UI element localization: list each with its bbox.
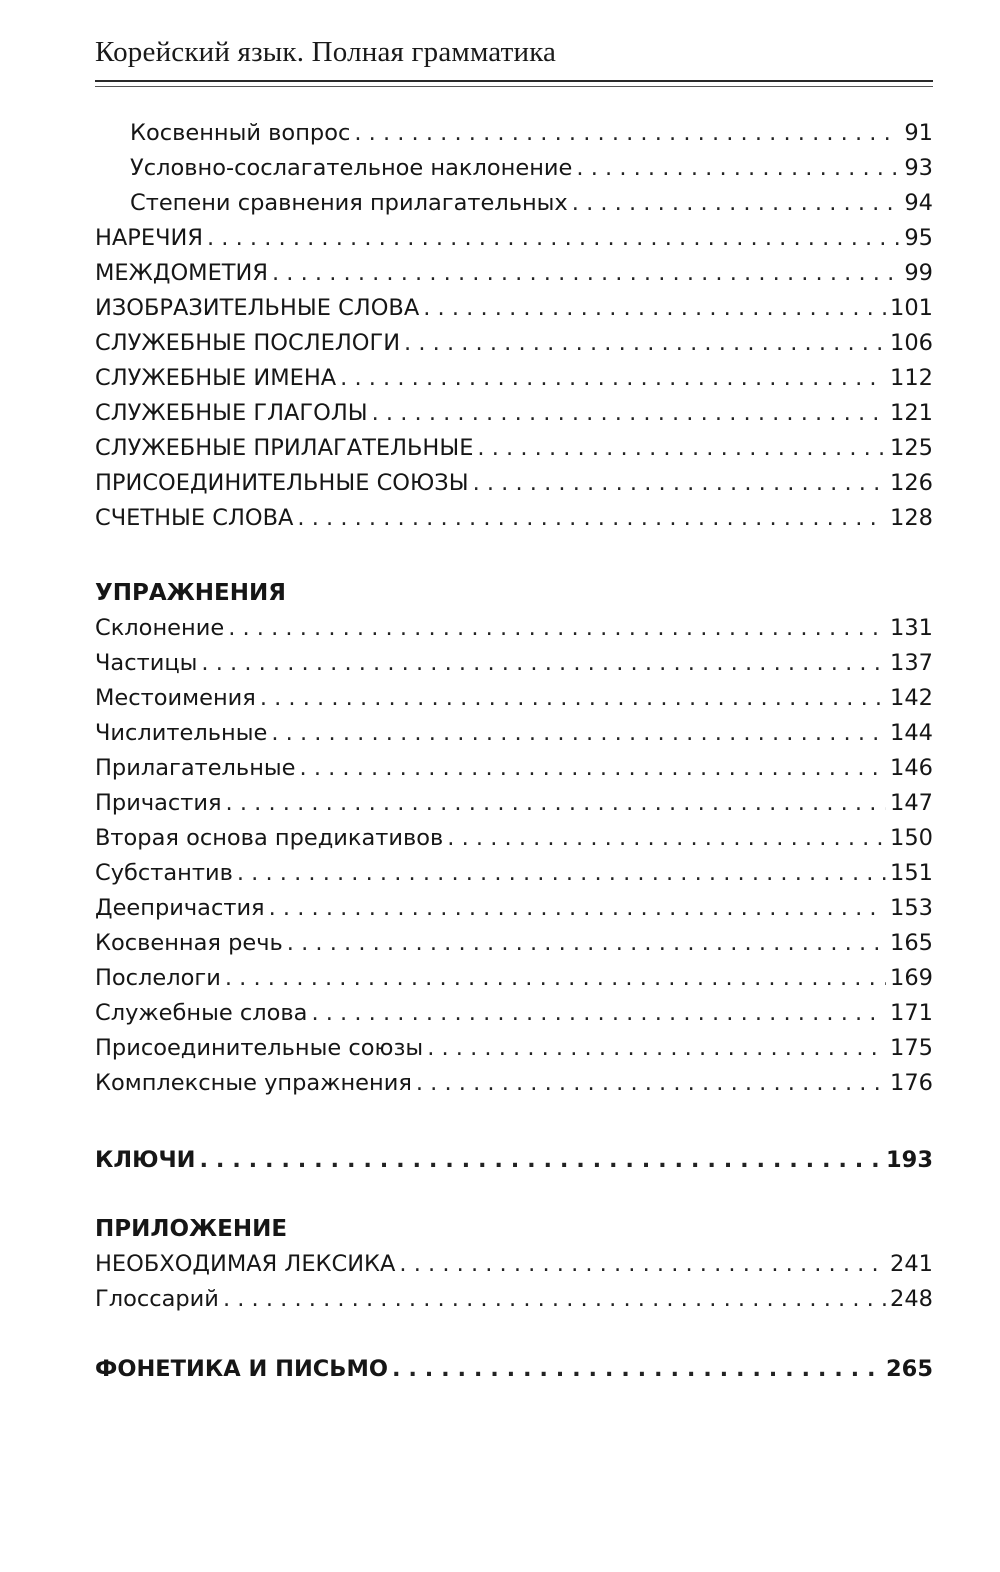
toc-entry-title: Косвенный вопрос	[130, 120, 351, 146]
toc-entry-page: 144	[890, 720, 933, 746]
toc-entry[interactable]	[95, 683, 933, 713]
toc-entry-title: ФОНЕТИКА И ПИСЬМО	[95, 1356, 388, 1382]
toc-leader-dots	[423, 293, 886, 323]
toc-leader-dots	[399, 1249, 886, 1279]
toc-leader-dots	[372, 398, 886, 428]
toc-entry-title: СЛУЖЕБНЫЕ ПРИЛАГАТЕЛЬНЫЕ	[95, 435, 474, 461]
toc-entry-phonetics[interactable]	[95, 1354, 933, 1384]
toc-leader-dots	[340, 363, 886, 393]
toc-entry[interactable]	[95, 858, 933, 888]
running-header: Корейский язык. Полная грамматика	[95, 36, 557, 68]
toc-entry[interactable]	[95, 328, 933, 358]
toc-entry-page: 106	[890, 330, 933, 356]
toc-entry-title: Условно-сослагательное наклонение	[130, 155, 573, 181]
toc-entry-title: НЕОБХОДИМАЯ ЛЕКСИКА	[95, 1251, 396, 1277]
toc-entry-title: Причастия	[95, 790, 222, 816]
toc-entry[interactable]	[95, 1033, 933, 1063]
toc-leader-dots	[271, 718, 886, 748]
toc-entry-page: 128	[890, 505, 933, 531]
toc-leader-dots	[572, 188, 901, 218]
toc-entry[interactable]	[95, 788, 933, 818]
toc-entry[interactable]	[95, 258, 933, 288]
section-heading-exercises: УПРАЖНЕНИЯ	[95, 580, 286, 606]
toc-entry[interactable]	[95, 503, 933, 533]
toc-leader-dots	[287, 928, 886, 958]
toc-entry-page: 99	[904, 260, 933, 286]
toc-entry[interactable]	[95, 718, 933, 748]
toc-entry-title: СЛУЖЕБНЫЕ ИМЕНА	[95, 365, 337, 391]
toc-entry-title: СЛУЖЕБНЫЕ ГЛАГОЛЫ	[95, 400, 368, 426]
toc-leader-dots	[225, 963, 886, 993]
toc-entry-page: 101	[890, 295, 933, 321]
toc-entry-page: 91	[904, 120, 933, 146]
toc-leader-dots	[392, 1354, 882, 1384]
toc-leader-dots	[226, 788, 887, 818]
toc-leader-dots	[354, 118, 900, 148]
toc-leader-dots	[260, 683, 886, 713]
toc-entry-page: 241	[890, 1251, 933, 1277]
toc-entry-title: Склонение	[95, 615, 225, 641]
toc-leader-dots	[201, 648, 886, 678]
toc-entry[interactable]	[95, 1249, 933, 1279]
toc-leader-dots	[404, 328, 886, 358]
toc-entry[interactable]	[95, 223, 933, 253]
toc-entry-page: 95	[904, 225, 933, 251]
toc-leader-dots	[272, 258, 900, 288]
toc-entry-page: 165	[890, 930, 933, 956]
header-rule-thick	[95, 80, 933, 82]
toc-entry[interactable]	[95, 153, 933, 183]
toc-entry-page: 137	[890, 650, 933, 676]
toc-leader-dots	[427, 1033, 886, 1063]
toc-entry-title: Субстантив	[95, 860, 233, 886]
toc-entry-page: 153	[890, 895, 933, 921]
toc-entry-title: Прилагательные	[95, 755, 296, 781]
toc-entry-title: СЧЕТНЫЕ СЛОВА	[95, 505, 294, 531]
toc-entry-title: Глоссарий	[95, 1286, 219, 1312]
toc-entry-title: Послелоги	[95, 965, 221, 991]
toc-entry-page: 146	[890, 755, 933, 781]
toc-entry[interactable]	[95, 823, 933, 853]
toc-entry-title: Степени сравнения прилагательных	[130, 190, 568, 216]
toc-leader-dots	[447, 823, 886, 853]
toc-entry-page: 176	[890, 1070, 933, 1096]
toc-entry-title: КЛЮЧИ	[95, 1147, 196, 1173]
toc-leader-dots	[200, 1145, 883, 1175]
toc-entry-title: Деепричастия	[95, 895, 265, 921]
toc-leader-dots	[311, 998, 886, 1028]
toc-leader-dots	[416, 1068, 886, 1098]
toc-entry-title: Частицы	[95, 650, 198, 676]
toc-entry-page: 151	[890, 860, 933, 886]
header-rule-thin	[95, 86, 933, 87]
toc-entry[interactable]	[95, 398, 933, 428]
toc-entry[interactable]	[95, 433, 933, 463]
toc-entry-page: 169	[890, 965, 933, 991]
toc-entry-page: 94	[904, 190, 933, 216]
toc-entry-page: 147	[890, 790, 933, 816]
toc-entry[interactable]	[95, 998, 933, 1028]
toc-leader-dots	[473, 468, 886, 498]
toc-entry-title: Местоимения	[95, 685, 256, 711]
toc-entry[interactable]	[95, 613, 933, 643]
toc-entry[interactable]	[95, 118, 933, 148]
toc-entry-page: 142	[890, 685, 933, 711]
toc-entry-page: 121	[890, 400, 933, 426]
toc-entry-page: 112	[890, 365, 933, 391]
toc-entry-page: 193	[886, 1147, 933, 1173]
toc-entry-title: Присоединительные союзы	[95, 1035, 424, 1061]
toc-entry[interactable]	[95, 648, 933, 678]
toc-leader-dots	[576, 153, 900, 183]
toc-entry[interactable]	[95, 1068, 933, 1098]
toc-entry-page: 131	[890, 615, 933, 641]
toc-entry[interactable]	[95, 963, 933, 993]
toc-entry-title: НАРЕЧИЯ	[95, 225, 203, 251]
toc-entry-page: 265	[886, 1356, 933, 1382]
toc-entry-title: Служебные слова	[95, 1000, 308, 1026]
toc-leader-dots	[300, 753, 887, 783]
toc-leader-dots	[228, 613, 886, 643]
toc-entry[interactable]	[95, 928, 933, 958]
toc-entry-title: СЛУЖЕБНЫЕ ПОСЛЕЛОГИ	[95, 330, 401, 356]
toc-entry-page: 171	[890, 1000, 933, 1026]
toc-entry-title: ИЗОБРАЗИТЕЛЬНЫЕ СЛОВА	[95, 295, 420, 321]
toc-entry-title: Вторая основа предикативов	[95, 825, 444, 851]
toc-entry[interactable]	[95, 363, 933, 393]
toc-leader-dots	[223, 1284, 886, 1314]
toc-entry-title: Косвенная речь	[95, 930, 283, 956]
toc-entry[interactable]	[95, 188, 933, 218]
section-heading-appendix: ПРИЛОЖЕНИЕ	[95, 1216, 288, 1242]
toc-entry-page: 175	[890, 1035, 933, 1061]
toc-entry[interactable]	[95, 893, 933, 923]
toc-entry-title: Числительные	[95, 720, 268, 746]
toc-entry[interactable]	[95, 1284, 933, 1314]
toc-leader-dots	[269, 893, 886, 923]
toc-entry-page: 248	[890, 1286, 933, 1312]
toc-entry-page: 150	[890, 825, 933, 851]
toc-entry-page: 126	[890, 470, 933, 496]
toc-entry-keys[interactable]	[95, 1145, 933, 1175]
toc-leader-dots	[477, 433, 886, 463]
toc-entry-page: 125	[890, 435, 933, 461]
toc-leader-dots	[207, 223, 900, 253]
toc-entry[interactable]	[95, 468, 933, 498]
toc-leader-dots	[297, 503, 886, 533]
toc-entry-title: МЕЖДОМЕТИЯ	[95, 260, 268, 286]
toc-entry-title: Комплексные упражнения	[95, 1070, 412, 1096]
toc-entry[interactable]	[95, 293, 933, 323]
toc-entry-title: ПРИСОЕДИНИТЕЛЬНЫЕ СОЮЗЫ	[95, 470, 469, 496]
toc-entry[interactable]	[95, 753, 933, 783]
toc-entry-page: 93	[904, 155, 933, 181]
toc-leader-dots	[237, 858, 886, 888]
